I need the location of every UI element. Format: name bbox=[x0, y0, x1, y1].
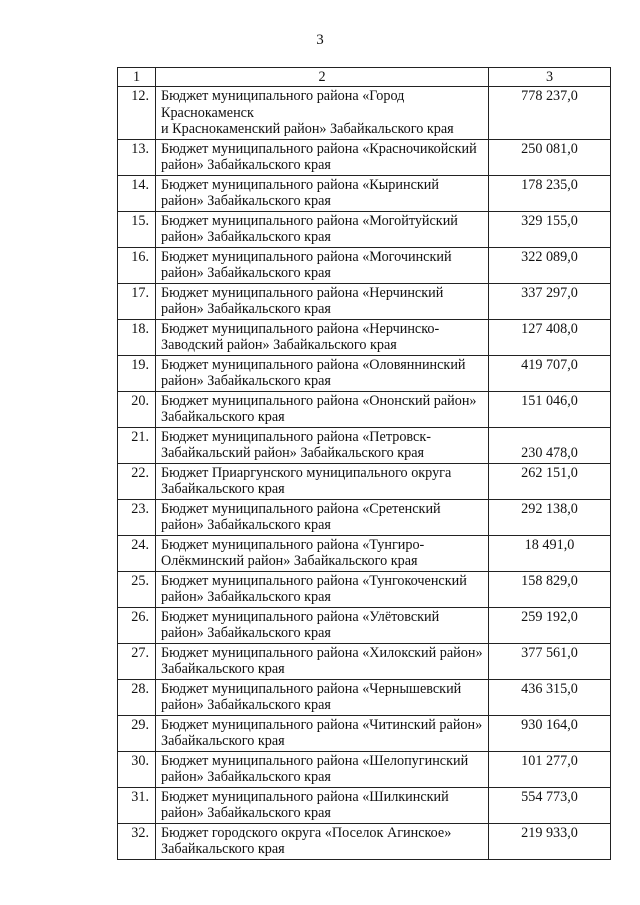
budget-name: Бюджет муниципального района «Ононский район» Забайкальского края bbox=[156, 391, 489, 427]
budget-name: Бюджет Приаргунского муниципального округа Забайкальского края bbox=[156, 463, 489, 499]
budget-name: Бюджет муниципального района «Читинский район» Забайкальского края bbox=[156, 715, 489, 751]
table-row bbox=[118, 463, 611, 499]
row-number: 31. bbox=[118, 787, 156, 823]
table-row bbox=[118, 391, 611, 427]
page-number: 3 bbox=[316, 32, 324, 48]
budget-amount: 292 138,0 bbox=[489, 499, 611, 535]
table-row bbox=[118, 139, 611, 175]
budget-name: Бюджет муниципального района «Петровск-Забайкальский район» Забайкальского края bbox=[156, 427, 489, 463]
row-number: 13. bbox=[118, 139, 156, 175]
table-row bbox=[118, 499, 611, 535]
column-header-number: 1 bbox=[118, 68, 156, 87]
table-row bbox=[118, 427, 611, 463]
row-number: 27. bbox=[118, 643, 156, 679]
budget-name: Бюджет муниципального района «Кыринский район» Забайкальского края bbox=[156, 175, 489, 211]
budget-table bbox=[117, 67, 611, 860]
row-number: 17. bbox=[118, 283, 156, 319]
budget-name: Бюджет муниципального района «Могочинский район» Забайкальского края bbox=[156, 247, 489, 283]
budget-amount: 18 491,0 bbox=[489, 535, 611, 571]
row-number: 26. bbox=[118, 607, 156, 643]
budget-amount: 219 933,0 bbox=[489, 823, 611, 859]
budget-amount: 151 046,0 bbox=[489, 391, 611, 427]
budget-name: Бюджет муниципального района «Нерчинский район» Забайкальского края bbox=[156, 283, 489, 319]
budget-name: Бюджет муниципального района «Могойтуйский район» Забайкальского края bbox=[156, 211, 489, 247]
table-row bbox=[118, 751, 611, 787]
budget-name bbox=[156, 87, 489, 140]
budget-name: Бюджет городского округа «Поселок Агинское» Забайкальского края bbox=[156, 823, 489, 859]
row-number: 32. bbox=[118, 823, 156, 859]
row-number: 16. bbox=[118, 247, 156, 283]
budget-amount: 322 089,0 bbox=[489, 247, 611, 283]
budget-amount: 101 277,0 bbox=[489, 751, 611, 787]
row-number: 30. bbox=[118, 751, 156, 787]
budget-name: Бюджет муниципального района «Оловяннинский район» Забайкальского края bbox=[156, 355, 489, 391]
row-number: 21. bbox=[118, 427, 156, 463]
budget-amount: 262 151,0 bbox=[489, 463, 611, 499]
table-row bbox=[118, 607, 611, 643]
table-row bbox=[118, 247, 611, 283]
budget-amount: 554 773,0 bbox=[489, 787, 611, 823]
table-row bbox=[118, 787, 611, 823]
budget-amount: 419 707,0 bbox=[489, 355, 611, 391]
table-row bbox=[118, 679, 611, 715]
budget-amount: 127 408,0 bbox=[489, 319, 611, 355]
budget-name: Бюджет муниципального района «Улётовский район» Забайкальского края bbox=[156, 607, 489, 643]
budget-amount: 178 235,0 bbox=[489, 175, 611, 211]
table-row bbox=[118, 715, 611, 751]
table-row bbox=[118, 283, 611, 319]
table-row bbox=[118, 643, 611, 679]
row-number: 14. bbox=[118, 175, 156, 211]
table-row bbox=[118, 571, 611, 607]
table-row bbox=[118, 175, 611, 211]
budget-amount: 230 478,0 bbox=[489, 427, 611, 463]
budget-name: Бюджет муниципального района «Тунгиро-Олёкминский район» Забайкальского края bbox=[156, 535, 489, 571]
budget-name: Бюджет муниципального района «Красночикойский район» Забайкальского края bbox=[156, 139, 489, 175]
budget-name-text: Бюджет муниципального района «Город Краснокаменск и Краснокаменский район» Забайкальского края bbox=[161, 88, 454, 137]
column-header-amount: 3 bbox=[489, 68, 611, 87]
row-number: 19. bbox=[118, 355, 156, 391]
budget-name: Бюджет муниципального района «Шилкинский район» Забайкальского края bbox=[156, 787, 489, 823]
row-number: 18. bbox=[118, 319, 156, 355]
budget-amount: 158 829,0 bbox=[489, 571, 611, 607]
row-number: 23. bbox=[118, 499, 156, 535]
table-row bbox=[118, 535, 611, 571]
budget-name: Бюджет муниципального района «Хилокский район» Забайкальского края bbox=[156, 643, 489, 679]
budget-name: Бюджет муниципального района «Нерчинско-Заводский район» Забайкальского края bbox=[156, 319, 489, 355]
budget-amount: 259 192,0 bbox=[489, 607, 611, 643]
budget-amount: 329 155,0 bbox=[489, 211, 611, 247]
budget-amount: 436 315,0 bbox=[489, 679, 611, 715]
row-number: 12. bbox=[118, 87, 156, 140]
table-row bbox=[118, 211, 611, 247]
table-row bbox=[118, 355, 611, 391]
row-number: 25. bbox=[118, 571, 156, 607]
row-number: 28. bbox=[118, 679, 156, 715]
budget-amount: 250 081,0 bbox=[489, 139, 611, 175]
budget-name: Бюджет муниципального района «Шелопугинский район» Забайкальского края bbox=[156, 751, 489, 787]
budget-name: Бюджет муниципального района «Тунгокоченский район» Забайкальского края bbox=[156, 571, 489, 607]
budget-name: Бюджет муниципального района «Сретенский район» Забайкальского края bbox=[156, 499, 489, 535]
row-number: 20. bbox=[118, 391, 156, 427]
table-row bbox=[118, 87, 611, 140]
budget-amount: 930 164,0 bbox=[489, 715, 611, 751]
table-row bbox=[118, 319, 611, 355]
row-number: 22. bbox=[118, 463, 156, 499]
row-number: 29. bbox=[118, 715, 156, 751]
budget-amount: 377 561,0 bbox=[489, 643, 611, 679]
budget-amount: 337 297,0 bbox=[489, 283, 611, 319]
table-row bbox=[118, 823, 611, 859]
row-number: 24. bbox=[118, 535, 156, 571]
budget-amount: 778 237,0 bbox=[489, 87, 611, 140]
table-header-row bbox=[118, 68, 611, 87]
row-number: 15. bbox=[118, 211, 156, 247]
column-header-name: 2 bbox=[156, 68, 489, 87]
budget-name: Бюджет муниципального района «Чернышевский район» Забайкальского края bbox=[156, 679, 489, 715]
